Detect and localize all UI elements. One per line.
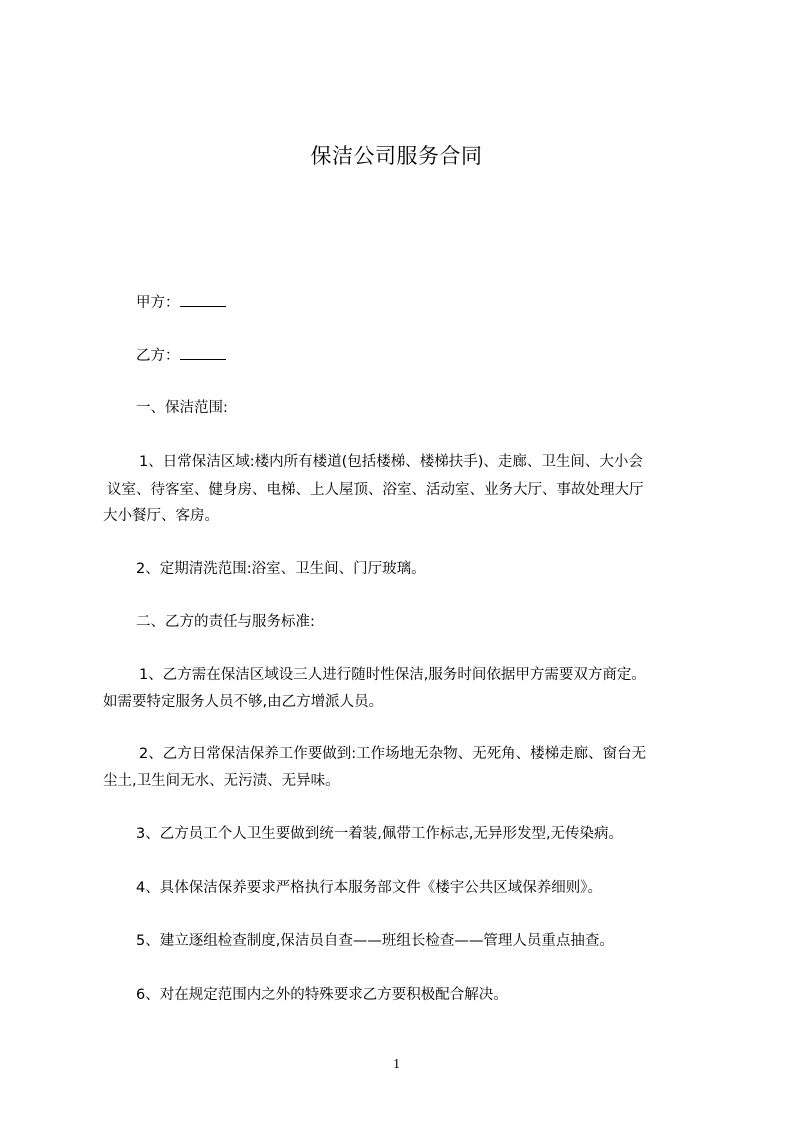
section1-item1-line3: 大小餐厅、客房。 — [103, 508, 219, 524]
section2-item2-line1: 2、乙方日常保洁保养工作要做到:工作场地无杂物、无死角、楼梯走廊、窗台无 — [139, 746, 647, 762]
party-a-blank — [180, 292, 226, 307]
section1-item1-line1: 1、日常保洁区域:楼内所有楼道(包括楼梯、楼梯扶手)、走廊、卫生间、大小会 — [139, 454, 643, 470]
section1-heading: 一、保洁范围: — [136, 400, 228, 416]
party-a-label: 甲方： — [136, 295, 180, 311]
party-a-line — [136, 292, 226, 313]
section1-item2: 2、定期清洗范围:浴室、卫生间、门厅玻璃。 — [136, 561, 426, 577]
section2-heading: 二、乙方的责任与服务标准: — [136, 614, 315, 630]
section2-item4: 4、具体保洁保养要求严格执行本服务部文件《楼宇公共区域保养细则》。 — [136, 880, 602, 896]
page-number: 1 — [393, 1057, 400, 1072]
party-b-blank — [180, 345, 226, 360]
section1-item1-line2: 议室、待客室、健身房、电梯、上人屋顶、浴室、活动室、业务大厅、事故处理大厅 — [107, 482, 644, 498]
section2-item3: 3、乙方员工个人卫生要做到统一着装,佩带工作标志,无异形发型,无传染病。 — [136, 826, 624, 842]
section2-item5: 5、建立逐组检查制度,保洁员自查——班组长检查——管理人员重点抽查。 — [136, 933, 614, 949]
section2-item1-line1: 1、乙方需在保洁区域设三人进行随时性保洁,服务时间依据甲方需要双方商定。 — [139, 667, 646, 683]
party-b-label: 乙方： — [136, 348, 180, 364]
section2-item2-line2: 尘土,卫生间无水、无污渍、无异味。 — [103, 773, 340, 789]
section2-item6: 6、对在规定范围内之外的特殊要求乙方要积极配合解决。 — [136, 987, 508, 1003]
party-b-line — [136, 345, 226, 366]
document-title: 保洁公司服务合同 — [310, 144, 483, 168]
section2-item1-line2: 如需要特定服务人员不够,由乙方增派人员。 — [103, 694, 384, 710]
